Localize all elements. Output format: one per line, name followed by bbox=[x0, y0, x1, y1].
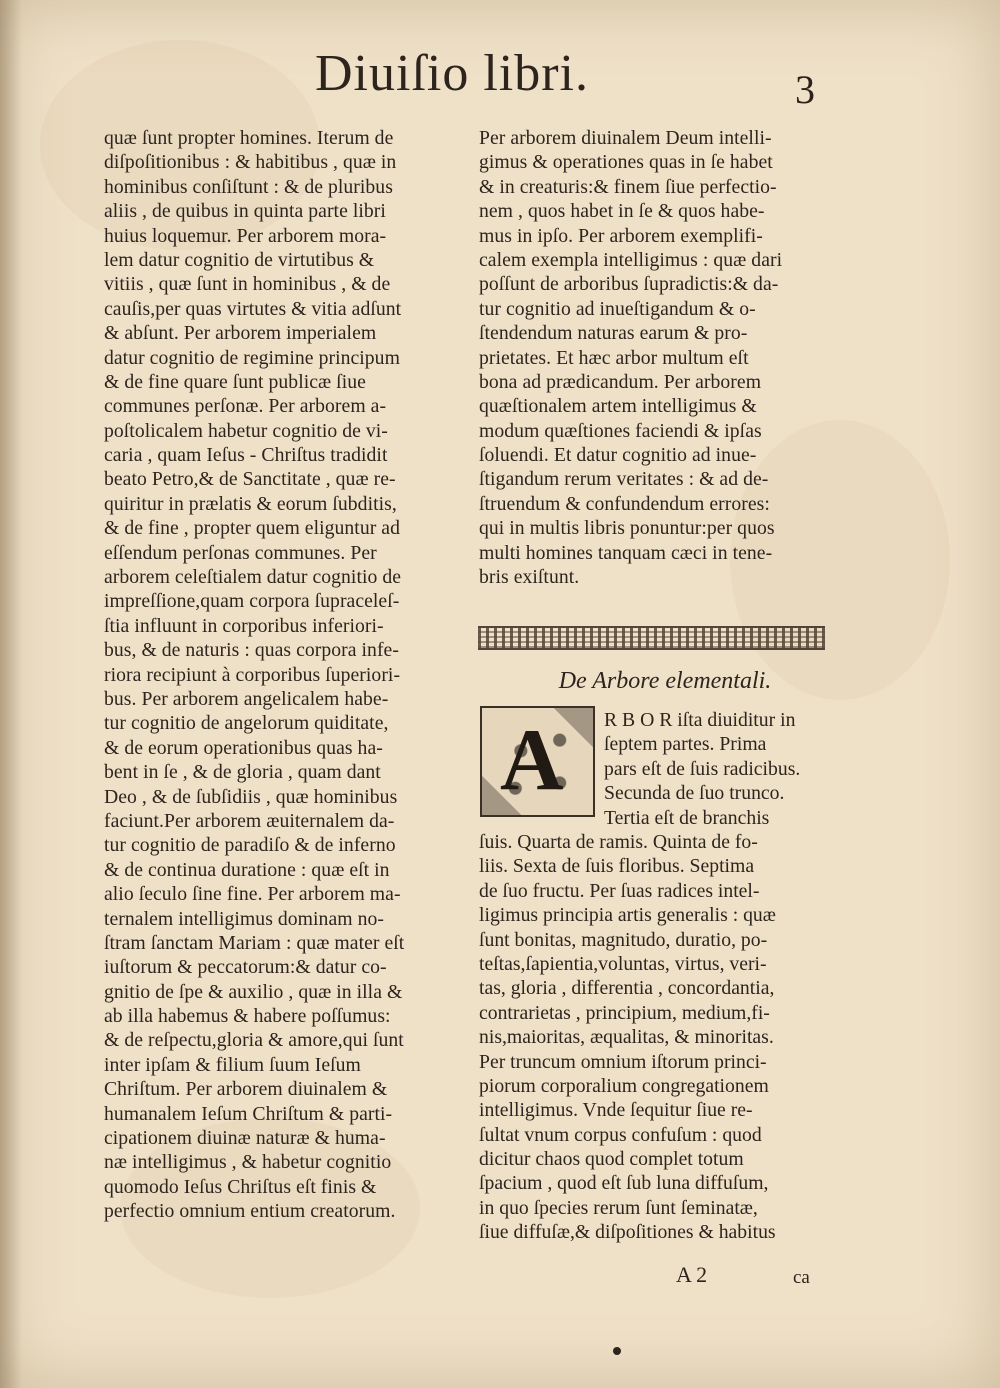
text-line: bris exiſtunt. bbox=[479, 566, 580, 589]
text-line: quæſtionalem artem intelligimus & bbox=[479, 395, 757, 418]
text-line: hominibus conſiſtunt : & de pluribus bbox=[104, 175, 393, 198]
decorative-border bbox=[478, 626, 825, 650]
text-line: & abſunt. Per arborem imperialem bbox=[104, 322, 377, 345]
text-line: R B O R iſta diuiditur in bbox=[604, 709, 796, 731]
text-line: nem , quos habet in ſe & quos habe- bbox=[479, 200, 765, 223]
text-line: ab illa habemus & habere poſſumus: bbox=[104, 1005, 391, 1028]
text-line: tas, gloria , differentia , concordantia, bbox=[479, 977, 775, 1000]
text-line: ſtia influunt in corporibus inferiori- bbox=[104, 614, 384, 637]
text-line: quæ ſunt propter homines. Iterum de bbox=[104, 127, 394, 149]
text-line: poſtolicalem habetur cognitio de vi- bbox=[104, 419, 388, 442]
text-line: faciunt.Per arborem æuiternalem da- bbox=[104, 809, 395, 832]
text-line: ligimus principia artis generalis : quæ bbox=[479, 904, 776, 927]
text-line: poſſunt de arboribus ſupradictis:& da- bbox=[479, 273, 779, 296]
initial-paragraph bbox=[604, 708, 826, 830]
text-line: humanalem Ieſum Chriſtum & parti- bbox=[104, 1102, 393, 1125]
text-line: Tertia eſt de branchis bbox=[604, 806, 770, 829]
text-line: quomodo Ieſus Chriſtus eſt finis & bbox=[104, 1175, 377, 1198]
text-line: ſoluendi. Et datur cognitio ad inue- bbox=[479, 444, 757, 467]
text-line: ſtram ſanctam Mariam : quæ mater eſt bbox=[104, 931, 405, 954]
text-line: datur cognitio de regimine principum bbox=[104, 346, 400, 369]
page-number: 3 bbox=[795, 67, 815, 112]
text-line: bus. Per arborem angelicalem habe- bbox=[104, 687, 389, 710]
text-line: teſtas,ſapientia,voluntas, virtus, veri- bbox=[479, 952, 767, 975]
text-line: contrarietas , principium, medium,fi- bbox=[479, 1001, 770, 1024]
text-line: de ſuo fructu. Per ſuas radices intel- bbox=[479, 879, 760, 902]
running-head bbox=[0, 44, 1000, 114]
text-line: inter ipſam & filium ſuum Ieſum bbox=[104, 1053, 361, 1076]
text-line: Per arborem diuinalem Deum intelli- bbox=[479, 127, 772, 149]
text-line: intelligimus. Vnde ſequitur ſiue re- bbox=[479, 1099, 753, 1122]
text-line: nis,maioritas, æqualitas, & minoritas. bbox=[479, 1026, 774, 1049]
section-title: De Arbore elementali. bbox=[558, 668, 772, 694]
text-line: Deo , & de ſubſidiis , quæ hominibus bbox=[104, 785, 398, 808]
text-line: ſtendendum naturas earum & pro- bbox=[479, 322, 748, 345]
text-line: calem exempla intelligimus : quæ dari bbox=[479, 248, 783, 271]
text-line: cipationem diuinæ naturæ & huma- bbox=[104, 1127, 386, 1150]
text-line: quiritur in prælatis & eorum ſubditis, bbox=[104, 492, 397, 515]
text-line: liis. Sexta de ſuis floribus. Septima bbox=[479, 855, 755, 878]
text-line: caria , quam Ieſus - Chriſtus tradidit bbox=[104, 444, 388, 467]
text-line: qui in multis libris ponuntur:per quos bbox=[479, 517, 775, 540]
text-line: eſſendum perſonas communes. Per bbox=[104, 541, 377, 564]
text-line: piorum corporalium congregationem bbox=[479, 1074, 769, 1097]
text-line: tur cognitio de paradiſo & de inferno bbox=[104, 834, 396, 857]
text-line: ſultat vnum corpus confuſum : quod bbox=[479, 1123, 762, 1146]
text-line: Per truncum omnium iſtorum princi- bbox=[479, 1050, 767, 1073]
text-line: ſunt bonitas, magnitudo, duratio, po- bbox=[479, 928, 768, 951]
right-column-top-text bbox=[479, 126, 827, 589]
text-line: prietates. Et hæc arbor multum eſt bbox=[479, 346, 749, 369]
text-line: dicitur chaos quod complet totum bbox=[479, 1148, 744, 1171]
text-line: ſtigandum rerum veritates : & ad de- bbox=[479, 468, 769, 491]
text-line: iuſtorum & peccatorum:& datur co- bbox=[104, 956, 387, 979]
text-line: huius loquemur. Per arborem mora- bbox=[104, 224, 387, 247]
text-line: ternalem intelligimus dominam no- bbox=[104, 907, 384, 930]
text-line: pars eſt de ſuis radicibus. bbox=[604, 757, 801, 780]
text-line: riora recipiunt à corporibus ſuperiori- bbox=[104, 663, 401, 686]
text-line: bona ad prædicandum. Per arborem bbox=[479, 370, 762, 393]
text-line: tur cognitio de angelorum quiditate, bbox=[104, 712, 389, 735]
text-line: arborem celeſtialem datur cognitio de bbox=[104, 566, 402, 589]
decorated-initial bbox=[480, 706, 595, 817]
text-line: mus in ipſo. Per arborem exemplifi- bbox=[479, 224, 763, 247]
text-line: ſuis. Quarta de ramis. Quinta de fo- bbox=[479, 831, 758, 853]
text-line: & de reſpectu,gloria & amore,qui ſunt bbox=[104, 1029, 404, 1052]
text-line: & de continua duratione : quæ eſt in bbox=[104, 858, 390, 881]
text-line: bus, & de naturis : quas corpora infe- bbox=[104, 639, 399, 662]
text-line: modum quæſtiones faciendi & ipſas bbox=[479, 419, 762, 442]
text-line: bent in ſe , & de gloria , quam dant bbox=[104, 761, 381, 784]
text-line: impreſſione,quam corpora ſupraceleſ- bbox=[104, 590, 400, 613]
text-line: vitiis , quæ ſunt in hominibus , & de bbox=[104, 273, 391, 296]
text-line: ſpacium , quod eſt ſub luna diffuſum, bbox=[479, 1172, 769, 1195]
text-line: ſeptem partes. Prima bbox=[604, 733, 767, 756]
text-line: & de fine quare ſunt publicæ ſiue bbox=[104, 370, 366, 393]
text-line: næ intelligimus , & habetur cognitio bbox=[104, 1151, 392, 1174]
text-line: & de eorum operationibus quas ha- bbox=[104, 736, 383, 759]
text-line: alio ſeculo ſine fine. Per arborem ma- bbox=[104, 883, 401, 906]
text-line: tur cognitio ad inueſtigandum & o- bbox=[479, 297, 756, 320]
text-line: gimus & operationes quas in ſe habet bbox=[479, 151, 773, 174]
text-line: beato Petro,& de Sanctitate , quæ re- bbox=[104, 468, 396, 491]
text-line: diſpoſitionibus : & habitibus , quæ in bbox=[104, 151, 397, 174]
signature-mark: A 2 bbox=[676, 1262, 708, 1287]
text-line: lem datur cognitio de virtutibus & bbox=[104, 248, 375, 271]
text-line: ſiue diffuſæ,& diſpoſitiones & habitus bbox=[479, 1221, 776, 1244]
text-line: multi homines tanquam cæci in tene- bbox=[479, 541, 773, 564]
right-column-bottom-text bbox=[479, 830, 826, 1245]
text-line: Secunda de ſuo trunco. bbox=[604, 782, 785, 805]
text-line: in quo ſpecies rerum ſunt ſeminatæ, bbox=[479, 1196, 758, 1219]
page-title: Diuiſio libri. bbox=[315, 45, 589, 102]
text-line: ſtruendum & confundendum errores: bbox=[479, 492, 770, 515]
text-line: Chriſtum. Per arborem diuinalem & bbox=[104, 1078, 388, 1101]
page-dot bbox=[613, 1347, 621, 1355]
initial-letter: A bbox=[500, 712, 564, 809]
text-line: gnitio de ſpe & auxilio , quæ in illa & bbox=[104, 980, 403, 1003]
text-line: cauſis,per quas virtutes & vitia adſunt bbox=[104, 297, 402, 320]
text-line: & in creaturis:& finem ſiue perfectio- bbox=[479, 175, 777, 198]
text-line: communes perſonæ. Per arborem a- bbox=[104, 395, 387, 418]
catchword: ca bbox=[793, 1267, 810, 1288]
text-line: & de fine , propter quem eliguntur ad bbox=[104, 517, 400, 540]
text-line: aliis , de quibus in quinta parte libri bbox=[104, 200, 386, 223]
text-line: perfectio omnium entium creatorum. bbox=[104, 1200, 396, 1223]
